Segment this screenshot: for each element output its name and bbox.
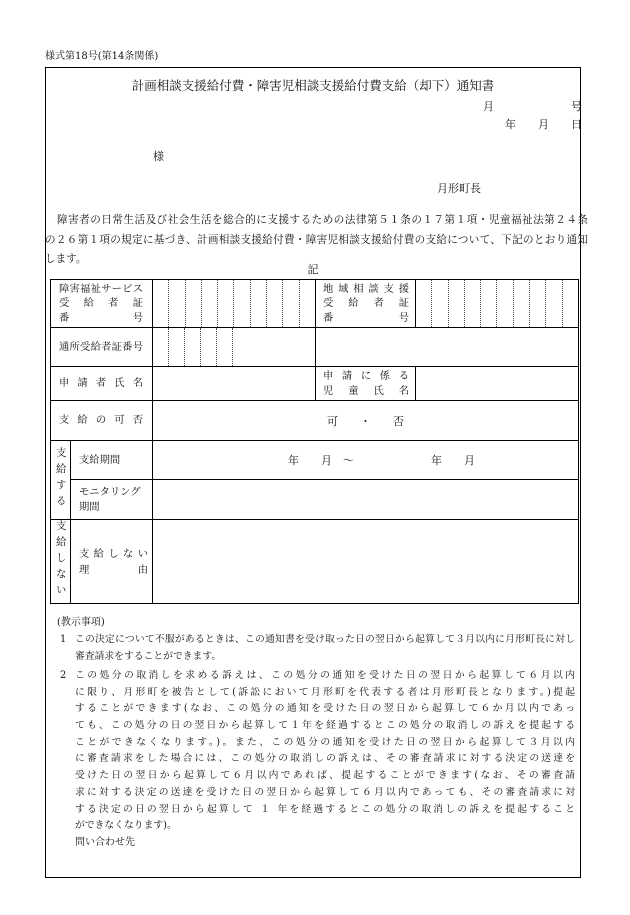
welfare-service-certificate-number [153,280,316,328]
grant-period-label [71,441,153,480]
digit-box [202,280,218,327]
label-line: 番号 [59,311,143,324]
instruction-line: この処分の取消しを求める訴えは、この処分の通知を受けた日の翌日から起算して６月以内 [75,670,575,681]
label-line: 児童氏名 [323,384,409,397]
instructions-heading: (教示事項) [57,617,105,628]
monitoring-period-value [153,480,579,520]
applicant-name-label [51,367,153,401]
body-line: の２６第１項の規定に基づき、計画相談支援給付費・障害児相談支援給付費の支給について、下記のとおり通知 [45,233,588,246]
table-row [51,328,579,367]
digit-box [186,280,202,327]
decision-label [51,401,153,441]
table-row [51,280,579,328]
label-line: 理由 [79,563,148,576]
community-support-certificate-label [316,280,416,328]
label-line: 障害福祉サービス [59,282,143,295]
form-number: 様式第18号(第14条関係) [45,51,159,62]
instruction-line: に審査請求をした場合には、この処分の取消しの訴えは、その審査請求に対する決定の送達を [75,753,575,765]
label-line: 通所受給者証番号 [59,340,143,353]
body-line: します。 [45,253,87,265]
digit-box [153,328,169,366]
label-line: モニタリング [79,485,141,498]
instruction-number: 2 [60,670,67,681]
digit-box [153,280,169,327]
reference-number-line: 月 号 [483,100,582,113]
body-paragraph [45,211,588,270]
digit-box [201,328,217,366]
instruction-line: 受けた日の翌日から起算して６月以内であれば、提起することができます(なお、その審査請 [75,770,575,782]
monitoring-period-label [71,480,153,520]
body-line: 障害者の日常生活及び社会生活を総合的に支援するための法律第５１条の１７第１項・児童福祉法第２４条 [57,214,588,226]
table-row [51,441,579,480]
digit-box [465,280,481,327]
instruction-line: に限り、月形町を被告として(訴訟において月形町を代表する者は月形町長となります。)提起 [75,686,575,698]
contact-label: 問い合わせ先 [75,837,135,848]
empty-cell [316,328,579,367]
ki-marker: 記 [307,263,319,276]
digit-box [169,280,185,327]
refusal-group-label-cell [51,520,71,604]
digit-box [217,328,233,366]
grant-group-label: 支給する [54,446,67,511]
digit-box [449,280,465,327]
refusal-group-label: 支給しない [54,520,67,600]
document-title: 計画相談支援給付費・障害児相談支援給付費支給（却下）通知書 [131,78,495,93]
decision-value: 可 ・ 否 [153,401,579,441]
digit-box [497,280,513,327]
digit-box [530,280,546,327]
table-row [51,367,579,401]
digit-boxes [153,280,315,327]
digit-box [546,280,562,327]
recipient-honorific: 様 [153,150,164,163]
instruction-item [60,668,575,835]
applicant-name-value [153,367,316,401]
grant-period-value: 年 月 〜 年 月 [153,441,579,480]
day-service-certificate-label [51,328,153,367]
instruction-line: 審査請求をすることができます。 [75,650,222,662]
issue-date-line: 年 月 日 [505,118,582,131]
refusal-reason-label [71,520,153,604]
refusal-reason-value [153,520,579,604]
label-line: 支給の可否 [59,414,143,427]
instruction-item [60,632,575,665]
label-line: 支給期間 [79,453,121,466]
label-line: 地域相談支援 [323,282,409,295]
digit-box [514,280,530,327]
child-name-value [416,367,579,401]
digit-box [300,280,315,327]
digit-box [185,328,201,366]
label-line: 申請者氏名 [59,377,143,390]
digit-box [169,328,185,366]
instruction-line: ができなくなります)。 [75,820,177,832]
digit-box [283,280,299,327]
digit-boxes [416,280,578,327]
label-line: 受給者証 [323,297,409,310]
label-line: 受給者証 [59,297,143,310]
instruction-line: する決定の日の翌日から起算して １ 年を経過するとこの処分の取消しの訴えを提起すること [75,803,575,815]
label-line: 申請に係る [323,370,409,382]
issuer-name: 月形町長 [437,182,481,195]
label-line: 支給しない [79,547,148,560]
digit-box [234,280,250,327]
digit-box [481,280,497,327]
instruction-number: 1 [60,634,67,645]
table-row [51,401,579,441]
grant-group-label-cell [51,441,71,520]
day-service-certificate-number [153,328,316,367]
child-name-label [316,367,416,401]
instruction-line: この決定について不服があるときは、この通知書を受け取った日の翌日から起算して３月以内に月形町長に対し [75,634,575,645]
welfare-service-certificate-label [51,280,153,328]
table-row [51,520,579,604]
community-support-certificate-number [416,280,579,328]
digit-box [432,280,448,327]
table-row [51,480,579,520]
instruction-line: することができます(なお、この処分の通知を受けた日の翌日から起算して６か月以内であっ [75,703,575,715]
digit-boxes [153,328,233,366]
label-line: 期間 [79,500,100,513]
notice-table [50,279,579,604]
instruction-line: ことができなくなります。)。また、この処分の通知を受けた日の翌日から起算して３月以内 [75,736,575,748]
instruction-line: 求に対する決定の送達を受けた日の翌日から起算して６月以内であっても、その審査請求に対 [75,786,575,798]
digit-box [267,280,283,327]
digit-box [563,280,578,327]
digit-box [251,280,267,327]
digit-box [416,280,432,327]
instruction-line: ても、この処分の日の翌日から起算して１年を経過するとこの処分の取消しの訴えを提起する [75,720,575,732]
digit-box [218,280,234,327]
label-line: 番号 [323,311,409,324]
